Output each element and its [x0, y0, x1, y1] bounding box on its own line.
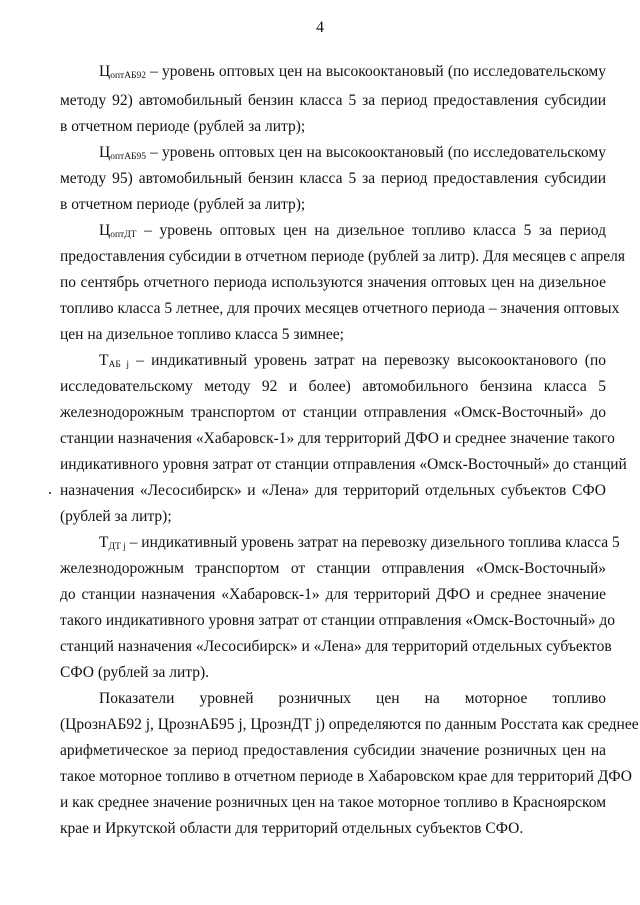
line-text: цен на дизельное топливо класса 5 зимнее;: [60, 326, 344, 343]
text-line: [60, 560, 606, 578]
text-line: [60, 794, 606, 812]
text-line: [60, 170, 606, 188]
text-line: [60, 742, 606, 760]
text-line: [99, 144, 606, 162]
text-line: [60, 326, 606, 344]
text-line: [60, 482, 606, 500]
line-text: – уровень оптовых цен на дизельное топливо класса 5 за период: [136, 222, 606, 239]
page-number: 4: [316, 19, 324, 36]
text-line: [99, 63, 606, 81]
formula-symbol: Т: [99, 534, 109, 551]
line-text: (ЦрознАБ92 j, ЦрознАБ95 j, ЦрознДТ j) определяются по данным Росстата как среднее: [60, 716, 639, 733]
line-text: арифметическое за период предоставления субсидии значение розничных цен на: [60, 742, 606, 759]
formula-symbol: Ц: [99, 63, 111, 80]
line-text: и как среднее значение розничных цен на такое моторное топливо в Красноярском: [60, 794, 607, 811]
line-text: станций назначения «Лесосибирск» и «Лена» для территорий отдельных субъектов: [60, 638, 612, 655]
text-line: [60, 92, 606, 110]
text-line: [60, 404, 606, 422]
text-line: [60, 612, 616, 630]
line-text: в отчетном периоде (рублей за литр);: [60, 118, 306, 135]
scan-speck: [49, 492, 51, 494]
line-text: железнодорожным транспортом от станции отправления «Омск-Восточный» до: [60, 404, 606, 421]
text-line: [60, 196, 606, 214]
line-text: исследовательскому методу 92 и более) автомобильного бензина класса 5: [60, 378, 606, 395]
line-text: Показатели уровней розничных цен на моторное топливо: [99, 690, 606, 707]
text-line: [60, 118, 606, 136]
line-text: – индикативный уровень затрат на перевозку высокооктанового (по: [129, 352, 606, 369]
formula-symbol: Т: [99, 352, 109, 369]
line-text: станции назначения «Хабаровск-1» для территорий ДФО и среднее значение такого: [60, 430, 615, 447]
text-line: [99, 690, 606, 708]
text-line: [99, 534, 620, 552]
formula-symbol: Ц: [99, 144, 111, 161]
line-text: топливо класса 5 летнее, для прочих месяцев отчетного периода – значения оптовых: [60, 300, 620, 317]
text-line: [99, 352, 606, 370]
line-text: железнодорожным транспортом от станции отправления «Омск-Восточный»: [60, 560, 606, 577]
line-text: индикативного уровня затрат от станции отправления «Омск-Восточный» до станций: [60, 456, 627, 473]
line-text: (рублей за литр);: [60, 508, 172, 525]
formula-subscript: ДТ j: [108, 542, 126, 552]
line-text: предоставления субсидии в отчетном периоде (рублей за литр). Для месяцев с апреля: [60, 248, 626, 265]
text-line: [60, 274, 606, 292]
text-line: [60, 586, 606, 604]
text-line: [60, 768, 632, 786]
text-line: [60, 820, 606, 838]
line-text: по сентябрь отчетного периода используются значения оптовых цен на дизельное: [60, 274, 606, 291]
formula-subscript: АБ j: [108, 360, 130, 370]
formula-subscript: оптДТ: [110, 230, 137, 240]
text-line: [60, 248, 626, 266]
formula-symbol: Ц: [99, 222, 111, 239]
line-text: такое моторное топливо в отчетном периоде в Хабаровском крае для территорий ДФО: [60, 768, 632, 785]
line-text: – индикативный уровень затрат на перевозку дизельного топлива класса 5: [125, 534, 620, 551]
line-text: в отчетном периоде (рублей за литр);: [60, 196, 306, 213]
formula-subscript: оптАБ95: [110, 152, 147, 162]
line-text: назначения «Лесосибирск» и «Лена» для территорий отдельных субъектов СФО: [60, 482, 606, 499]
text-line: [99, 222, 606, 240]
line-text: – уровень оптовых цен на высокооктановый (по исследовательскому: [146, 144, 606, 161]
text-line: [60, 300, 620, 318]
line-text: до станции назначения «Хабаровск-1» для территорий ДФО и среднее значение: [60, 586, 606, 603]
text-line: [60, 456, 627, 474]
line-text: такого индикативного уровня затрат от станции отправления «Омск-Восточный» до: [60, 612, 616, 629]
line-text: методу 92) автомобильный бензин класса 5 за период предоставления субсидии: [60, 92, 606, 109]
line-text: методу 95) автомобильный бензин класса 5 за период предоставления субсидии: [60, 170, 606, 187]
formula-subscript: оптАБ92: [110, 71, 147, 81]
text-line: [60, 638, 612, 656]
text-line: [60, 430, 615, 448]
text-line: [60, 664, 606, 682]
text-line: [60, 378, 606, 396]
line-text: крае и Иркутской области для территорий отдельных субъектов СФО.: [60, 820, 524, 837]
text-line: [60, 716, 639, 734]
line-text: СФО (рублей за литр).: [60, 664, 210, 681]
text-line: [60, 508, 606, 526]
line-text: – уровень оптовых цен на высокооктановый (по исследовательскому: [146, 63, 606, 80]
